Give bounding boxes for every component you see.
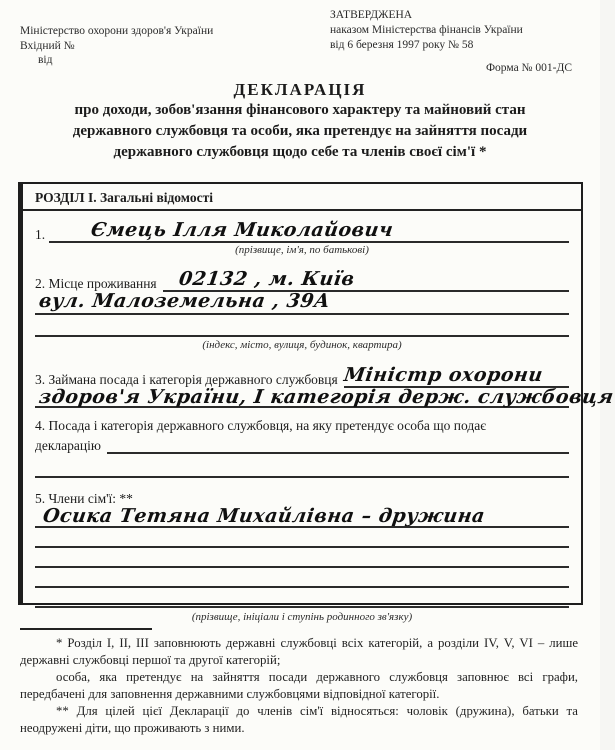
header-left-block	[20, 24, 213, 68]
section-1-box	[18, 182, 615, 623]
field-5-handwritten-family: Осика Тетяна Михайлівна – дружина	[41, 505, 487, 527]
field-4-blank-line	[35, 458, 569, 478]
field-4-label-line-2: декларацію	[35, 438, 101, 453]
field-4-line-1	[107, 452, 569, 454]
footnote-2: особа, яка претендує на зайняття посади державного службовця заповнює всі графи, передбачені для заповнення державними службовцями відповідної категорії.	[20, 670, 578, 701]
field-3-line-1	[344, 366, 569, 388]
field-5-blank-line	[35, 588, 569, 608]
field-2-handwritten-line-2: вул. Малоземельна , 39А	[37, 290, 332, 312]
field-3-line-2	[35, 386, 615, 408]
field-4-row	[35, 434, 569, 454]
approval-order-label: наказом Міністерства фінансів України	[330, 24, 523, 36]
field-2-row	[35, 266, 569, 292]
field-3-label: 3. Займана посада і категорія державного службовця	[35, 372, 338, 387]
footnote-1: * Розділ І, ІІ, ІІІ заповнюють державні службовці всіх категорій, а розділи IV, V, VI – лише державні службовці першої та другої категорій;	[20, 636, 578, 667]
field-1-row	[35, 215, 569, 243]
title-subtitle-line-2: державного службовця та особи, яка претендує на зайняття посади	[72, 123, 528, 139]
field-4-label-line-1: 4. Посада і категорія державного службовця, на яку претендує особа що подає	[35, 418, 486, 433]
title-subtitle-line-1: про доходи, зобов'язання фінансового характеру та майновий стан	[74, 102, 526, 118]
field-5-caption: (прізвище, ініціали і ступінь родинного зв'язку)	[191, 611, 413, 623]
form-number-label: Форма № 001-ДС	[485, 62, 572, 74]
field-2-blank-line	[35, 315, 569, 337]
document-title-block	[0, 80, 600, 163]
incoming-date-label: від	[38, 54, 53, 66]
field-3-row	[35, 364, 569, 388]
field-5-label: 5. Члени сім'ї: **	[35, 491, 133, 506]
footnotes-block	[20, 628, 578, 737]
approval-block	[330, 8, 523, 53]
document-title: ДЕКЛАРАЦІЯ	[233, 80, 367, 99]
section-1-heading: РОЗДІЛ І. Загальні відомості	[23, 184, 581, 211]
field-3-handwritten-line-2: здоров'я України, І категорія держ. службовця	[37, 386, 615, 408]
field-1-handwritten-name: Ємець Ілля Миколайович	[89, 219, 395, 241]
ministry-name: Міністерство охорони здоров'я України	[20, 25, 214, 37]
field-2-line-1	[163, 270, 569, 292]
field-5-blank-line	[35, 568, 569, 588]
field-2-line-2	[35, 292, 569, 315]
field-2-handwritten-line-1: 02132 , м. Київ	[177, 268, 356, 290]
field-1-number: 1.	[35, 227, 46, 242]
field-5-blank-line	[35, 528, 569, 548]
approved-label: ЗАТВЕРДЖЕНА	[330, 9, 413, 21]
approval-date-label: від 6 березня 1997 року № 58	[330, 39, 474, 51]
footnote-3: ** Для цілей цієї Декларації до членів сім'ї відносяться: чоловік (дружина), батьки та неодружені діти, що проживають з ними.	[20, 704, 578, 735]
footnote-divider	[20, 628, 152, 630]
field-2-caption: (індекс, місто, вулиця, будинок, квартира)	[202, 339, 402, 351]
field-1-caption: (прізвище, ім'я, по батькові)	[235, 244, 369, 256]
field-5-line-1	[35, 507, 569, 528]
field-5-blank-line	[35, 548, 569, 568]
title-subtitle-line-3: державного службовця щодо себе та членів своєї сім'ї *	[113, 144, 487, 160]
field-3-handwritten-line-1: Міністр охорони	[342, 364, 545, 386]
field-1-line	[49, 221, 569, 243]
incoming-number-label: Вхідний №	[20, 39, 75, 52]
field-2-label: 2. Місце проживання	[35, 276, 157, 291]
